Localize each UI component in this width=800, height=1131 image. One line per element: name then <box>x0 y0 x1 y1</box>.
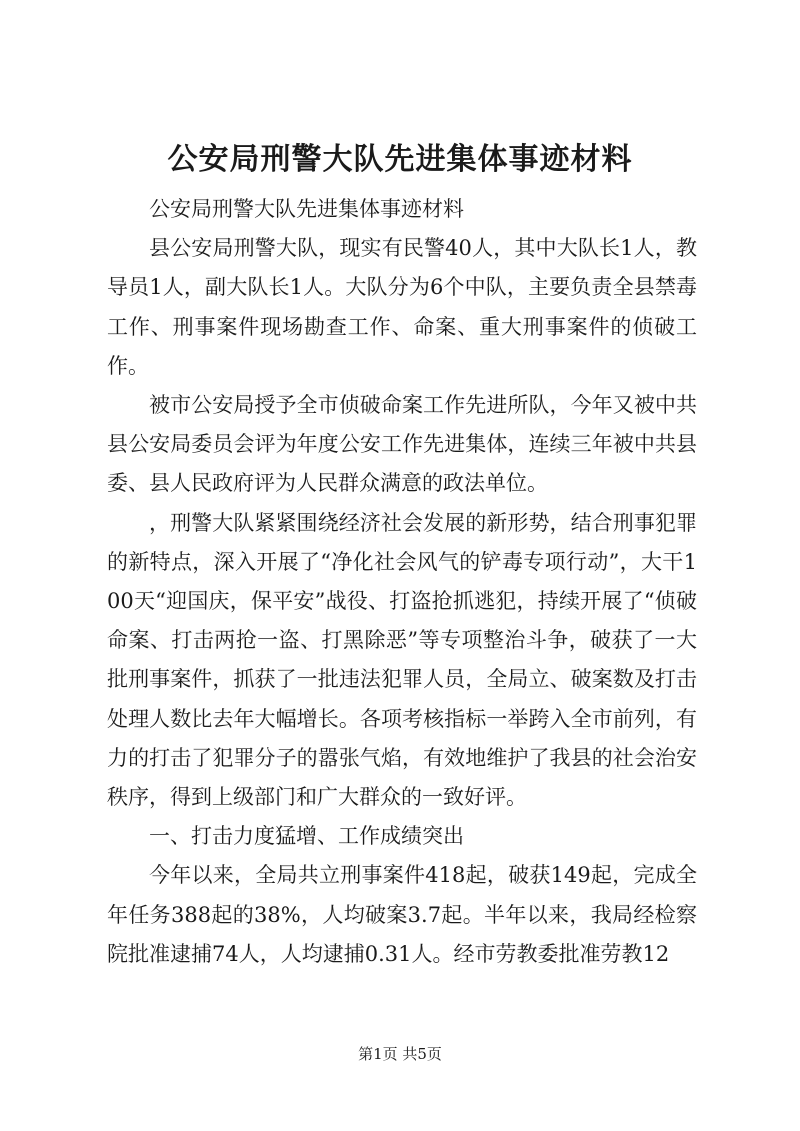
paragraph-subtitle: 公安局刑警大队先进集体事迹材料 <box>149 197 464 221</box>
paragraph-statistics: 今年以来，全局共立刑事案件418起，破获149起，完成全年任务388起的38%，人均破案3.7起。半年以来，我局经检察院批准逮捕74人，人均逮捕0.31人。经市劳教委批准劳教12 <box>107 863 697 966</box>
document-title: 公安局刑警大队先进集体事迹材料 <box>167 142 633 177</box>
page-footer: 第1页 共5页 <box>358 1045 442 1063</box>
section-heading: 一、打击力度猛增、工作成绩突出 <box>149 824 464 849</box>
document-body <box>107 190 697 974</box>
paragraph-honors: 被市公安局授予全市侦破命案工作先进所队，今年又被中共县公安局委员会评为年度公安工作先进集体，连续三年被中共县委、县人民政府评为人民群众满意的政法单位。 <box>107 393 697 496</box>
paragraph-intro: 县公安局刑警大队，现实有民警40人，其中大队长1人，教导员1人，副大队长1人。大队分为6个中队，主要负责全县禁毒工作、刑事案件现场勘查工作、命案、重大刑事案件的侦破工作。 <box>107 236 697 378</box>
paragraph-achievements: ，刑警大队紧紧围绕经济社会发展的新形势，结合刑事犯罪的新特点，深入开展了“净化社会风气的铲毒专项行动”，大干100天“迎国庆，保平安”战役、打盗抢抓逃犯，持续开展了“侦破命案、打击两抢一盗、打黑除恶”等专项整治斗争，破获了一大批刑事案件，抓获了一批违法犯罪人员，全局立、破案数及打击处理人数比去年大幅增长。各项考核指标一举跨入全市前列，有力的打击了犯罪分子的嚣张气焰，有效地维护了我县的社会治安秩序，得到上级部门和广大群众的一致好评。 <box>107 510 697 810</box>
